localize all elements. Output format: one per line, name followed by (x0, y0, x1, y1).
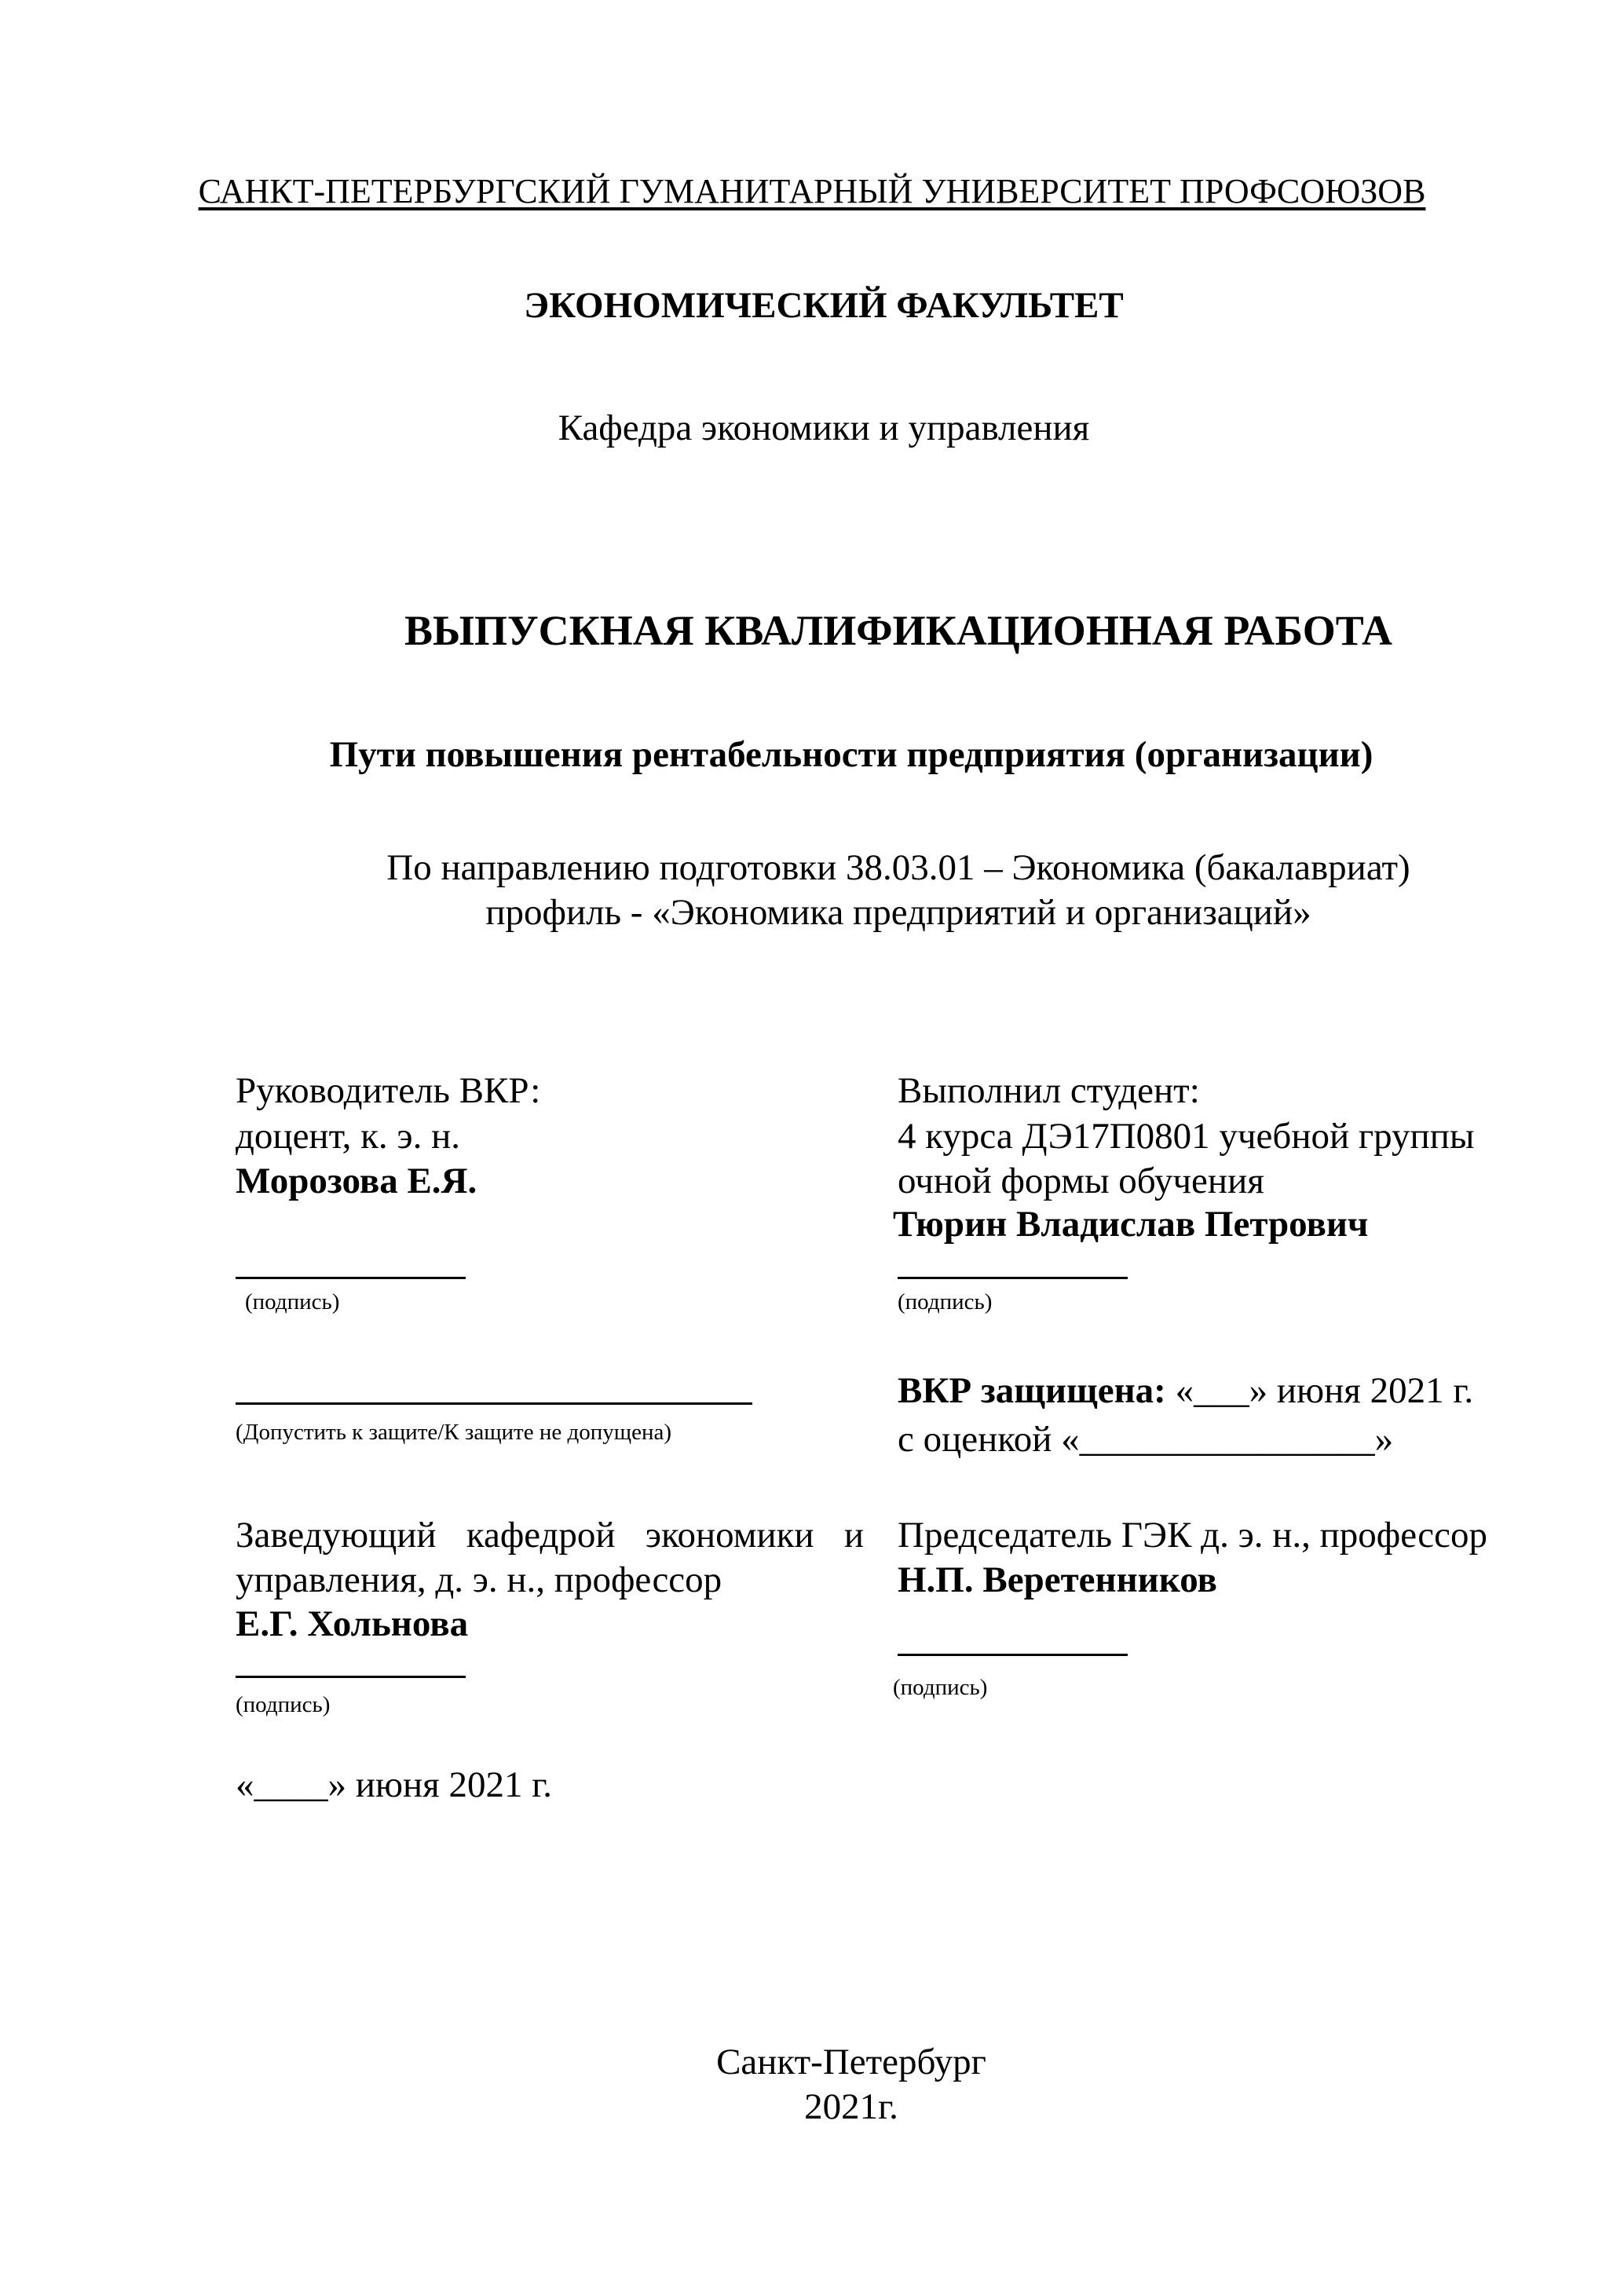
student-signature-line (898, 1277, 1128, 1279)
defense-grade: с оценкой «________________» (898, 1419, 1394, 1460)
city: Санкт-Петербург (716, 2042, 986, 2082)
head-signature-caption: (подпись) (236, 1692, 331, 1717)
head-title-line1: Заведующий кафедрой экономики и (236, 1515, 864, 1556)
study-direction: По направлению подготовки 38.03.01 – Экономика (бакалавриат) (386, 847, 1410, 888)
chair-signature-line (898, 1654, 1128, 1656)
supervisor-signature-line (236, 1277, 466, 1279)
chair-name: Н.П. Веретенников (898, 1559, 1217, 1600)
admission-caption: (Допустить к защите/К защите не допущена) (236, 1420, 672, 1445)
year: 2021г. (804, 2086, 898, 2127)
topic-title: Пути повышения рентабельности предприятия (организации) (329, 734, 1373, 775)
student-name: Тюрин Владислав Петрович (893, 1204, 1369, 1245)
admission-line (236, 1402, 752, 1405)
defense-label: ВКР защищена: (898, 1370, 1166, 1411)
head-signature-line (236, 1676, 466, 1678)
faculty-name: ЭКОНОМИЧЕСКИЙ ФАКУЛЬТЕТ (524, 285, 1124, 326)
student-label: Выполнил студент: (898, 1070, 1200, 1111)
study-profile: профиль - «Экономика предприятий и организаций» (485, 892, 1311, 933)
supervisor-name: Морозова Е.Я. (236, 1161, 477, 1201)
student-study-form: очной формы обучения (898, 1161, 1264, 1201)
student-signature-caption: (подпись) (898, 1289, 993, 1314)
chair-signature-caption: (подпись) (893, 1675, 988, 1700)
head-title-line2: управления, д. э. н., профессор (236, 1559, 722, 1600)
head-name: Е.Г. Хольнова (236, 1603, 469, 1644)
chair-title: Председатель ГЭК д. э. н., профессор (898, 1515, 1488, 1556)
supervisor-label: Руководитель ВКР: (236, 1070, 541, 1111)
student-group: 4 курса ДЭ17П0801 учебной группы (898, 1116, 1475, 1157)
supervisor-signature-caption: (подпись) (245, 1289, 340, 1314)
supervisor-position: доцент, к. э. н. (236, 1116, 460, 1157)
head-date: «____» июня 2021 г. (236, 1764, 553, 1805)
department-name: Кафедра экономики и управления (558, 408, 1090, 448)
defense-date-line (898, 1369, 1473, 1413)
defense-date: «___» июня 2021 г. (1175, 1370, 1474, 1411)
university-name: САНКТ-ПЕТЕРБУРГСКИЙ ГУМАНИТАРНЫЙ УНИВЕРСИТЕТ ПРОФСОЮЗОВ (198, 172, 1426, 210)
work-type-title: ВЫПУСКНАЯ КВАЛИФИКАЦИОННАЯ РАБОТА (404, 607, 1393, 654)
